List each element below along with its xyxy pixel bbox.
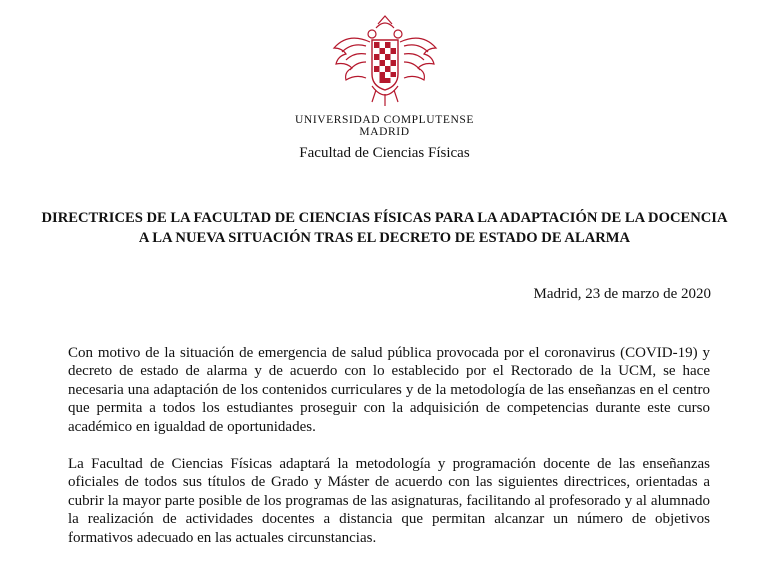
university-city: MADRID: [359, 126, 410, 138]
university-name: UNIVERSIDAD COMPLUTENSE: [295, 114, 474, 126]
paragraph-2: La Facultad de Ciencias Físicas adaptará la metodología y programación docente de las enseñanzas oficiales de todos sus títulos de Grado y Máster de acuerdo con las siguientes directrices, orientadas a cubrir la mayor parte posible de los programas de las asignaturas, facilitando al profesorado y al alumnado la realización de actividades docentes a distancia que permitan alcanzar un número de objetivos formativos adecuado en las actuales circunstancias.: [68, 456, 710, 546]
document-date: Madrid, 23 de marzo de 2020: [533, 286, 711, 302]
faculty-name: Facultad de Ciencias Físicas: [299, 145, 470, 161]
paragraph-1: Con motivo de la situación de emergencia de salud pública provocada por el coronavirus (COVID-19) y decreto de estado de alarma y de acuerdo con lo establecido por el Rectorado de la UCM, se hace necesaria una adaptación de los contenidos curriculares y de la metodología de las enseñanzas en el centro que permita a todos los estudiantes proseguir con la adquisición de competencias durante este curso académico en igualdad de oportunidades.: [68, 345, 710, 435]
university-crest-icon: [326, 14, 444, 110]
document-title: DIRECTRICES DE LA FACULTAD DE CIENCIAS FÍSICAS PARA LA ADAPTACIÓN DE LA DOCENCIA A LA NUEVA SITUACIÓN TRAS EL DECRETO DE ESTADO DE ALARMA: [41, 210, 728, 246]
